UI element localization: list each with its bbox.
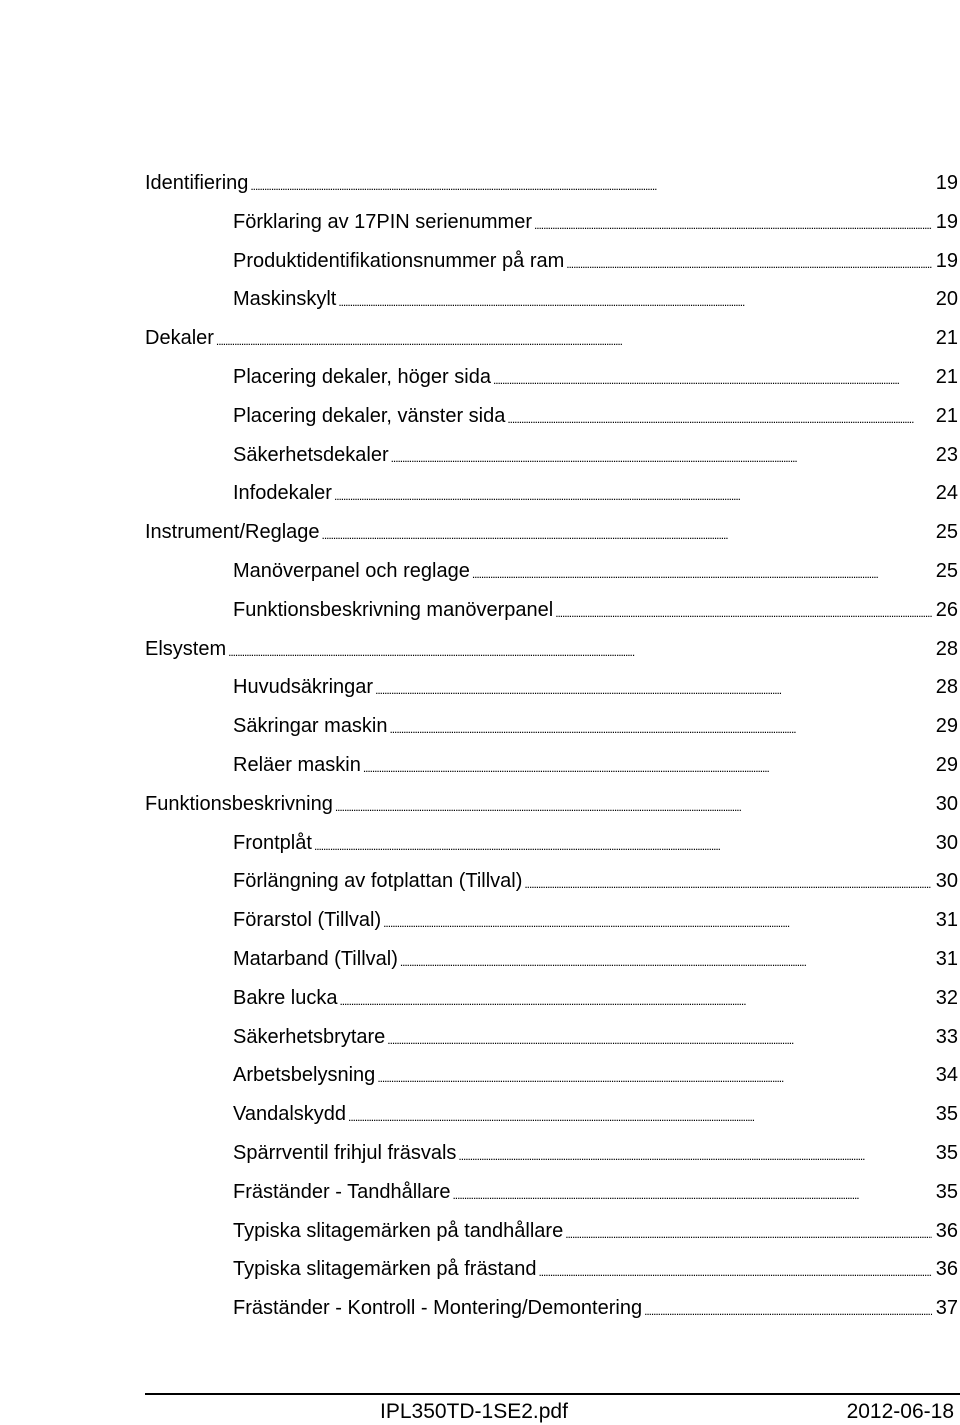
toc-entry-page: 37 [932,1289,958,1328]
toc-entry[interactable] [0,203,960,242]
toc-entry-page: 31 [932,901,958,940]
toc-entry[interactable] [0,862,960,901]
toc-entry-title: Produktidentifikationsnummer på ram [233,242,566,281]
toc-entry[interactable] [0,1018,960,1057]
toc-entry[interactable] [0,358,960,397]
toc-entry-title: Identifiering [145,164,250,203]
toc-entry[interactable] [0,668,960,707]
toc-entry[interactable] [0,824,960,863]
toc-entry-page: 36 [932,1250,958,1289]
toc-entry[interactable] [0,319,960,358]
toc-dot-leader [375,668,932,707]
toc-entry-page: 19 [932,203,958,242]
toc-entry-title: Dekaler [145,319,216,358]
toc-entry[interactable] [0,707,960,746]
toc-dot-leader [534,203,932,242]
toc-entry-page: 26 [932,591,958,630]
toc-entry-title: Förlängning av fotplattan (Tillval) [233,862,524,901]
toc-dot-leader [314,824,932,863]
toc-entry-page: 20 [932,280,958,319]
toc-entry[interactable] [0,280,960,319]
toc-entry-page: 30 [932,824,958,863]
toc-entry-title: Fräständer - Tandhållare [233,1173,453,1212]
toc-entry-title: Förarstol (Tillval) [233,901,383,940]
toc-entry-title: Förklaring av 17PIN serienummer [233,203,534,242]
toc-dot-leader [453,1173,932,1212]
toc-entry[interactable] [0,940,960,979]
toc-entry[interactable] [0,1056,960,1095]
toc-entry-title: Funktionsbeskrivning manöverpanel [233,591,555,630]
toc-entry-title: Säkringar maskin [233,707,390,746]
toc-entry[interactable] [0,746,960,785]
toc-entry-page: 33 [932,1018,958,1057]
toc-dot-leader [400,940,932,979]
toc-dot-leader [390,707,932,746]
toc-dot-leader [539,1250,932,1289]
toc-dot-leader [458,1134,931,1173]
toc-entry[interactable] [0,901,960,940]
toc-dot-leader [644,1289,932,1328]
toc-entry-page: 34 [932,1056,958,1095]
toc-entry[interactable] [0,979,960,1018]
toc-entry[interactable] [0,1212,960,1251]
toc-entry-page: 29 [932,746,958,785]
toc-entry-title: Matarband (Tillval) [233,940,400,979]
toc-entry[interactable] [0,1173,960,1212]
toc-entry[interactable] [0,1289,960,1328]
toc-entry-title: Reläer maskin [233,746,363,785]
toc-entry-page: 35 [932,1134,958,1173]
toc-dot-leader [387,1018,931,1057]
toc-entry[interactable] [0,513,960,552]
toc-dot-leader [377,1056,931,1095]
toc-dot-leader [338,280,931,319]
toc-dot-leader [566,242,931,281]
toc-dot-leader [228,630,932,669]
toc-entry-title: Placering dekaler, höger sida [233,358,493,397]
toc-entry-title: Huvudsäkringar [233,668,375,707]
toc-dot-leader [322,513,932,552]
toc-entry[interactable] [0,785,960,824]
toc-entry-page: 21 [932,319,958,358]
toc-entry-title: Typiska slitagemärken på frästand [233,1250,539,1289]
toc-entry-title: Elsystem [145,630,228,669]
toc-entry-title: Manöverpanel och reglage [233,552,472,591]
toc-entry-page: 30 [932,862,958,901]
toc-dot-leader [391,436,932,475]
toc-entry[interactable] [0,630,960,669]
toc-dot-leader [250,164,931,203]
toc-entry-title: Maskinskylt [233,280,338,319]
toc-entry-page: 36 [932,1212,958,1251]
toc-entry-page: 21 [932,358,958,397]
toc-entry-page: 35 [932,1095,958,1134]
toc-entry-page: 29 [932,707,958,746]
toc-entry-page: 25 [932,513,958,552]
toc-dot-leader [472,552,932,591]
toc-entry[interactable] [0,591,960,630]
toc-entry-page: 21 [932,397,958,436]
toc-entry[interactable] [0,164,960,203]
toc-dot-leader [335,785,932,824]
toc-entry-title: Funktionsbeskrivning [145,785,335,824]
toc-entry-title: Infodekaler [233,474,334,513]
toc-entry-page: 25 [932,552,958,591]
footer-date: 2012-06-18 [846,1400,954,1423]
toc-entry-page: 31 [932,940,958,979]
toc-entry-title: Spärrventil frihjul fräsvals [233,1134,458,1173]
table-of-contents [0,164,960,1328]
toc-entry[interactable] [0,1134,960,1173]
toc-entry-page: 19 [932,164,958,203]
toc-entry[interactable] [0,474,960,513]
toc-entry-title: Säkerhetsbrytare [233,1018,387,1057]
toc-entry-title: Säkerhetsdekaler [233,436,391,475]
toc-entry-title: Vandalskydd [233,1095,348,1134]
toc-entry-title: Typiska slitagemärken på tandhållare [233,1212,565,1251]
toc-dot-leader [334,474,932,513]
toc-dot-leader [555,591,932,630]
toc-dot-leader [363,746,932,785]
toc-entry-page: 23 [932,436,958,475]
toc-entry-page: 24 [932,474,958,513]
toc-entry-title: Placering dekaler, vänster sida [233,397,507,436]
toc-dot-leader [524,862,931,901]
toc-dot-leader [565,1212,932,1251]
toc-entry[interactable] [0,1250,960,1289]
toc-entry[interactable] [0,242,960,281]
toc-dot-leader [507,397,931,436]
toc-dot-leader [383,901,932,940]
toc-entry[interactable] [0,552,960,591]
toc-entry[interactable] [0,436,960,475]
toc-entry-page: 35 [932,1173,958,1212]
toc-entry-page: 28 [932,630,958,669]
toc-dot-leader [216,319,932,358]
toc-entry-page: 30 [932,785,958,824]
toc-entry[interactable] [0,397,960,436]
toc-dot-leader [340,979,932,1018]
footer-divider [145,1393,960,1395]
footer-filename: IPL350TD-1SE2.pdf [380,1400,568,1423]
toc-entry-title: Frontplåt [233,824,314,863]
toc-dot-leader [348,1095,932,1134]
toc-entry-page: 32 [932,979,958,1018]
toc-entry-title: Bakre lucka [233,979,340,1018]
toc-entry-title: Fräständer - Kontroll - Montering/Demontering [233,1289,644,1328]
toc-entry-title: Arbetsbelysning [233,1056,377,1095]
toc-entry-page: 28 [932,668,958,707]
toc-entry[interactable] [0,1095,960,1134]
toc-entry-title: Instrument/Reglage [145,513,322,552]
toc-entry-page: 19 [932,242,958,281]
toc-dot-leader [493,358,932,397]
